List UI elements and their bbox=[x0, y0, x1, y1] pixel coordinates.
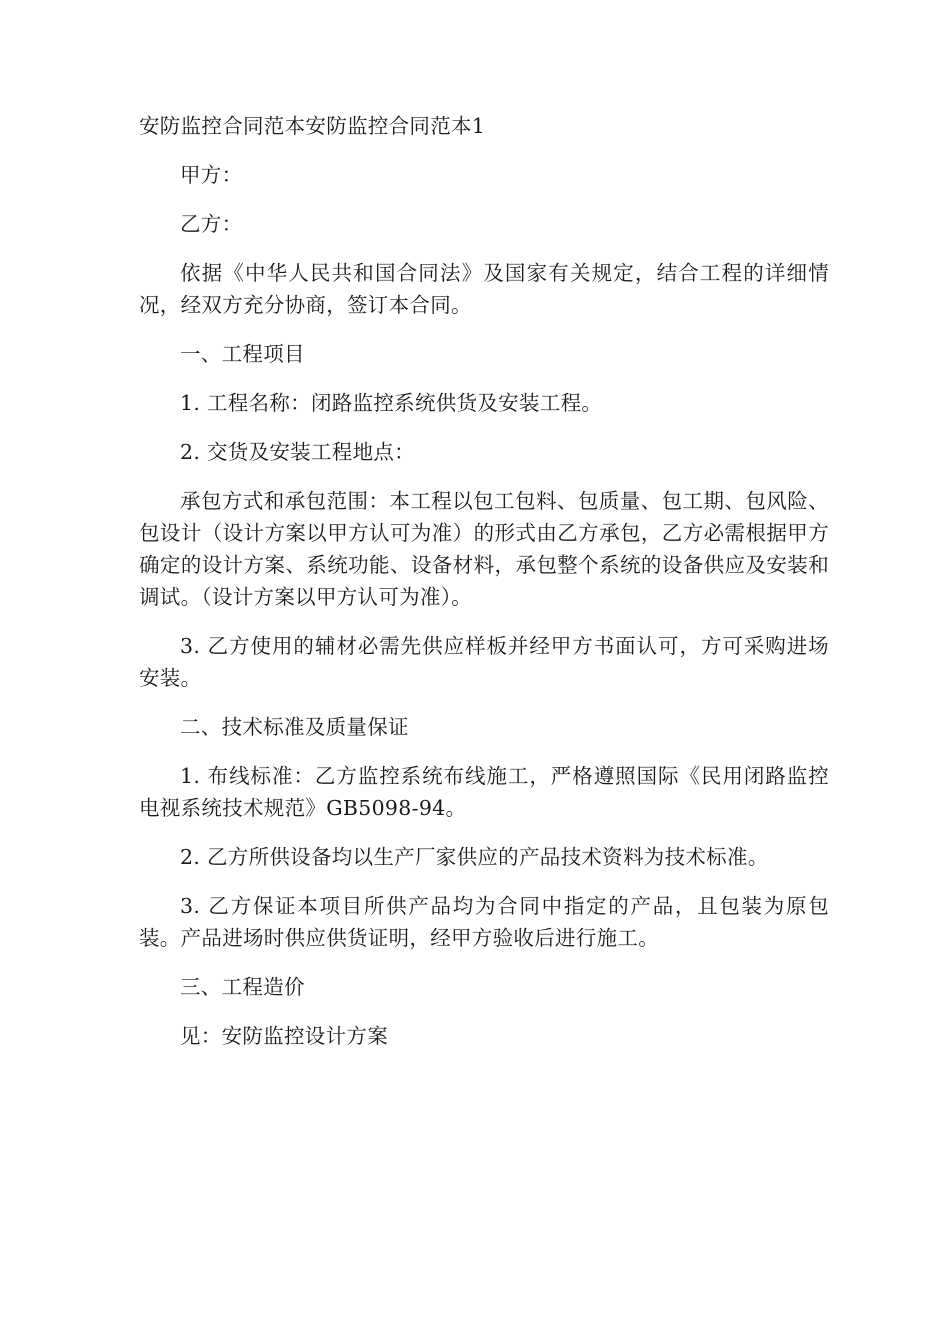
preamble-paragraph: 依据《中华人民共和国合同法》及国家有关规定，结合工程的详细情况，经双方充分协商，签订本合同。 bbox=[139, 261, 829, 317]
section-heading-project: 一、工程项目 bbox=[180, 342, 305, 366]
clause-auxiliary-materials: 3. 乙方使用的辅材必需先供应样板并经甲方书面认可，方可采购进场安装。 bbox=[139, 634, 829, 690]
section-heading-cost: 三、工程造价 bbox=[180, 975, 305, 999]
clause-wiring-standard: 1. 布线标准：乙方监控系统布线施工，严格遵照国际《民用闭路监控电视系统技术规范》GB5098-94。 bbox=[139, 764, 829, 820]
clause-contract-scope: 承包方式和承包范围：本工程以包工包料、包质量、包工期、包风险、包设计（设计方案以甲方认可为准）的形式由乙方承包，乙方必需根据甲方确定的设计方案、系统功能、设备材料，承包整个系统的设备供应及安装和调试。（设计方案以甲方认可为准）。 bbox=[139, 489, 829, 609]
section-heading-standards: 二、技术标准及质量保证 bbox=[180, 715, 409, 739]
clause-equipment-standard: 2. 乙方所供设备均以生产厂家供应的产品技术资料为技术标准。 bbox=[180, 845, 769, 869]
party-a-line: 甲方： bbox=[180, 163, 243, 187]
clause-product-guarantee: 3. 乙方保证本项目所供产品均为合同中指定的产品，且包装为原包装。产品进场时供应供货证明，经甲方验收后进行施工。 bbox=[139, 894, 829, 950]
clause-cost-reference: 见：安防监控设计方案 bbox=[180, 1024, 388, 1048]
document-body bbox=[139, 110, 829, 1069]
party-b-line: 乙方： bbox=[180, 212, 243, 236]
clause-project-name: 1. 工程名称：闭路监控系统供货及安装工程。 bbox=[180, 391, 603, 415]
clause-project-location: 2. 交货及安装工程地点： bbox=[180, 440, 415, 464]
document-title: 安防监控合同范本安防监控合同范本1 bbox=[139, 114, 486, 138]
